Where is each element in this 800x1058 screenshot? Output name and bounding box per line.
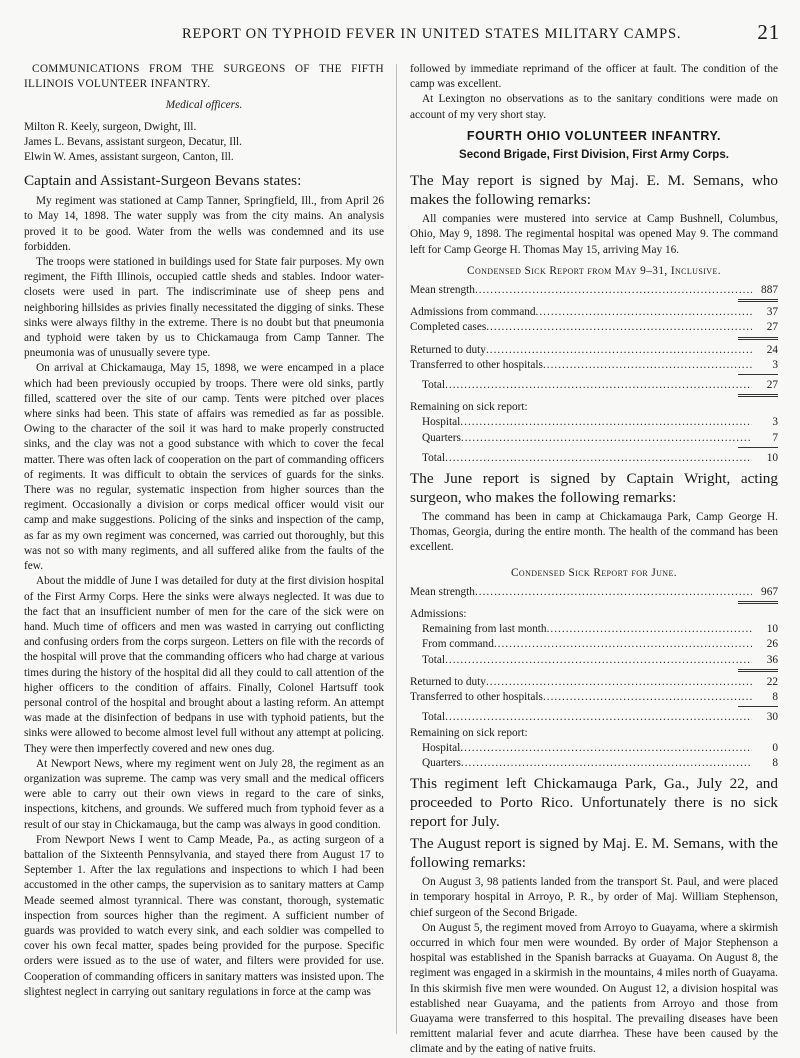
paragraph: The command has been in camp at Chickamauga Park, Camp George H. Thomas, Georgia, during the entire month. The health of the command has been excellent.: [410, 511, 778, 554]
table-row: Completed cases ..... 27: [410, 320, 778, 335]
may-statement: The May report is signed by Maj. E. M. Semans, who makes the following remarks:: [410, 172, 778, 209]
table-row: Hospital ..... 3: [410, 415, 778, 430]
table-row: Returned to duty ..... 22: [410, 675, 778, 690]
june-table-title: Condensed Sick Report for June.: [510, 566, 678, 579]
rule: [738, 299, 778, 302]
rule: [738, 447, 778, 448]
table-row: Remaining on sick report:: [410, 401, 528, 414]
column-divider: [396, 64, 397, 1034]
june-statement: The June report is signed by Captain Wright, acting surgeon, who makes the following remarks:: [410, 470, 778, 507]
table-row: Admissions from command ..... 37: [410, 305, 778, 320]
july-statement: This regiment left Chickamauga Park, Ga., July 22, and proceeded to Porto Rico. Unfortunately there is no sick report for July.: [410, 775, 778, 831]
page-number: 21: [757, 20, 780, 44]
left-column: [24, 62, 384, 1000]
running-header: [64, 22, 780, 48]
paragraph: From Newport News I went to Camp Meade, Pa., as acting surgeon of a battalion of the Sixteenth Pennsylvania, and stayed there from August 17 to September 1. After the lax regulations and inspections to which I had been accustomed in the other camps, the supervision as to sanitary matters at Camp Meade seemed almost tyrannical. There was constant, thorough, systematic inspection from sources higher than the regiment. A sufficient number of guards was provided to watch every sink, and each soldier was compelled to cover his own fecal matter, spades being provided for the purpose. Specific orders were issued as to the use of water, and filters were provided for use. Cooperation of commanding officers in sanitary matters was insisted upon. The slightest neglect in carrying out sanitary regulations in force at the camp was: [24, 833, 384, 998]
table-row-total: Total ..... 10: [410, 451, 778, 466]
rule: [738, 374, 778, 375]
paragraph: About the middle of June I was detailed for duty at the first division hospital of the First Army Corps. Here the sinks were always neglected. It was due to the fact that an insufficient number of men for the care of the sick were on hand. Much time of officers and men was wasted in carrying out conflicting and confusing orders from the corps surgeon. Letters on file with the records of the hospital will prove that the commanding officers who had charge at various times during the history of the hospital did all they could to call attention of the higher officers to the condition of affairs. Finally, Colonel Hartsuff took personal control of the hospital and brought about a lasting reform. An attempt was made at the disinfection of bedpans in use with typhoid patients, but the sinks were allowed to become almost level full without any attempt at policing. They were then imperfectly covered and new ones dug.: [24, 575, 384, 755]
paragraph: My regiment was stationed at Camp Tanner, Springfield, Ill., from April 26 to May 14, 1898. The water supply was from the city mains. An analysis proved it to be good. Water from the wells was condemned and its use forbidden.: [24, 195, 384, 253]
table-row: Remaining on sick report:: [410, 726, 528, 739]
rule: [738, 337, 778, 340]
statement-heading: Captain and Assistant-Surgeon Bevans states:: [24, 172, 302, 190]
table-row: Mean strength ..... 887: [410, 283, 778, 298]
may-table-title: Condensed Sick Report from May 9–31, Inclusive.: [467, 264, 721, 277]
rule: [738, 669, 778, 672]
officer-item: Elwin W. Ames, assistant surgeon, Canton, Ill.: [24, 151, 234, 164]
officer-item: James L. Bevans, assistant surgeon, Decatur, Ill.: [24, 135, 243, 148]
right-column: [410, 62, 778, 1058]
section-heading: COMMUNICATIONS FROM THE SURGEONS OF THE FIFTH ILLINOIS VOLUNTEER INFANTRY.: [24, 63, 384, 91]
regiment-subheading: Second Brigade, First Division, First Army Corps.: [459, 149, 729, 162]
june-sick-report-table: [410, 585, 778, 771]
table-row-total: Total ..... 27: [410, 378, 778, 393]
medical-officers-label: Medical officers.: [165, 99, 243, 112]
table-row-total: Total ..... 30: [410, 710, 778, 725]
running-title: REPORT ON TYPHOID FEVER IN UNITED STATES MILITARY CAMPS.: [182, 26, 682, 42]
paragraph: All companies were mustered into service at Camp Bushnell, Columbus, Ohio, May 9, 1898. The regimental hospital was opened May 9. The command left for Camp George H. Thomas May 15, arriving May 16.: [410, 213, 778, 256]
table-row: Admissions:: [410, 608, 467, 621]
may-sick-report-table: [410, 283, 778, 466]
paragraph: On arrival at Chickamauga, May 15, 1898, we were encamped in a place which had been previously occupied by troops. There were old sinks, partly filled, scattered over the site of our camp. Tents were pitched over places where sinks had been. This state of affairs was remedied as far as possible. Owing to the character of the soil it was hard to make properly constructed sinks, and the clay was not a good substance with which to cover the fecal matter. There was often lack of cooperation on the part of commanding officers of regiments. It was difficult to obtain the services of guards for the sinks. There was no regular, systematic inspection from higher sources than the regiment. Occasionally a division or corps medical officer would visit our camp and make suggestions. Policing of the sinks and inspection of the camp, as far as my own regiment was concerned, was carried out thoroughly, but this was not so with many regiments, and all suffered alike from the faults of the few.: [24, 362, 384, 573]
table-row: From command ..... 26: [410, 637, 778, 652]
table-row-total: Total ..... 36: [410, 653, 778, 668]
table-row: Hospital ..... 0: [410, 741, 778, 756]
paragraph: The troops were stationed in buildings used for State fair purposes. My own regiment, the Fifth Illinois, occupied cattle sheds and stables. Indoor water-closets were used in part. The indiscriminate use of sheep pens and neighboring hillsides as privies finally necessitated the digging of sinks. These sinks were always filthy in the extreme. There is no doubt but that pneumonia and typhoid were taken by us to Chickamauga from Camp Tanner. The pneumonia was of unusually severe type.: [24, 256, 384, 360]
table-row: Returned to duty ..... 24: [410, 343, 778, 358]
paragraph: At Newport News, where my regiment went on July 28, the regiment as an organization was supreme. The camp was very small and the medical officers were able to carry out their own views in regard to the care of sinks, inspections, kitchens, and grounds. We suffered much from typhoid fever as a result of our stay in Chickamauga, but the camp was always in good condition.: [24, 757, 384, 831]
officer-list: [24, 120, 384, 166]
rule: [738, 601, 778, 604]
august-statement: The August report is signed by Maj. E. M. Semans, with the following remarks:: [410, 835, 778, 872]
table-row: Quarters ..... 7: [410, 431, 778, 446]
paragraph: followed by immediate reprimand of the officer at fault. The condition of the camp was excellent.: [410, 63, 778, 91]
paragraph: On August 5, the regiment moved from Arroyo to Guayama, where a skirmish occurred in which four men were wounded. By order of Major Stephenson a hospital was established in the Spanish barracks at Guayama. On August 8, the regiment was engaged in a skirmish in the mountains, 4 miles north of Guayama. In this skirmish five men were wounded. On August 12, a division hospital was established near Guayama, and the patients from Arroyo and those from Guayama were transferred to this hospital. The prevailing diseases have been remittent malarial fever and acute diarrhea. These have been caused by the climate and by the eating of native fruits.: [410, 921, 778, 1056]
paragraph: At Lexington no observations as to the sanitary conditions were made on account of my very short stay.: [410, 93, 778, 121]
officer-item: Milton R. Keely, surgeon, Dwight, Ill.: [24, 120, 197, 133]
table-row: Mean strength ..... 967: [410, 585, 778, 600]
table-row: Transferred to other hospitals ..... 3: [410, 358, 778, 373]
table-row: Transferred to other hospitals ..... 8: [410, 690, 778, 705]
paragraph: On August 3, 98 patients landed from the transport St. Paul, and were placed in temporary hospital in Arroyo, P. R., by order of Maj. William Stephenson, chief surgeon of the Second Brigade.: [410, 876, 778, 919]
table-row: Quarters ..... 8: [410, 756, 778, 771]
rule: [738, 706, 778, 707]
table-row: Remaining from last month ..... 10: [410, 622, 778, 637]
rule: [738, 394, 778, 397]
regiment-heading: FOURTH OHIO VOLUNTEER INFANTRY.: [466, 128, 722, 143]
